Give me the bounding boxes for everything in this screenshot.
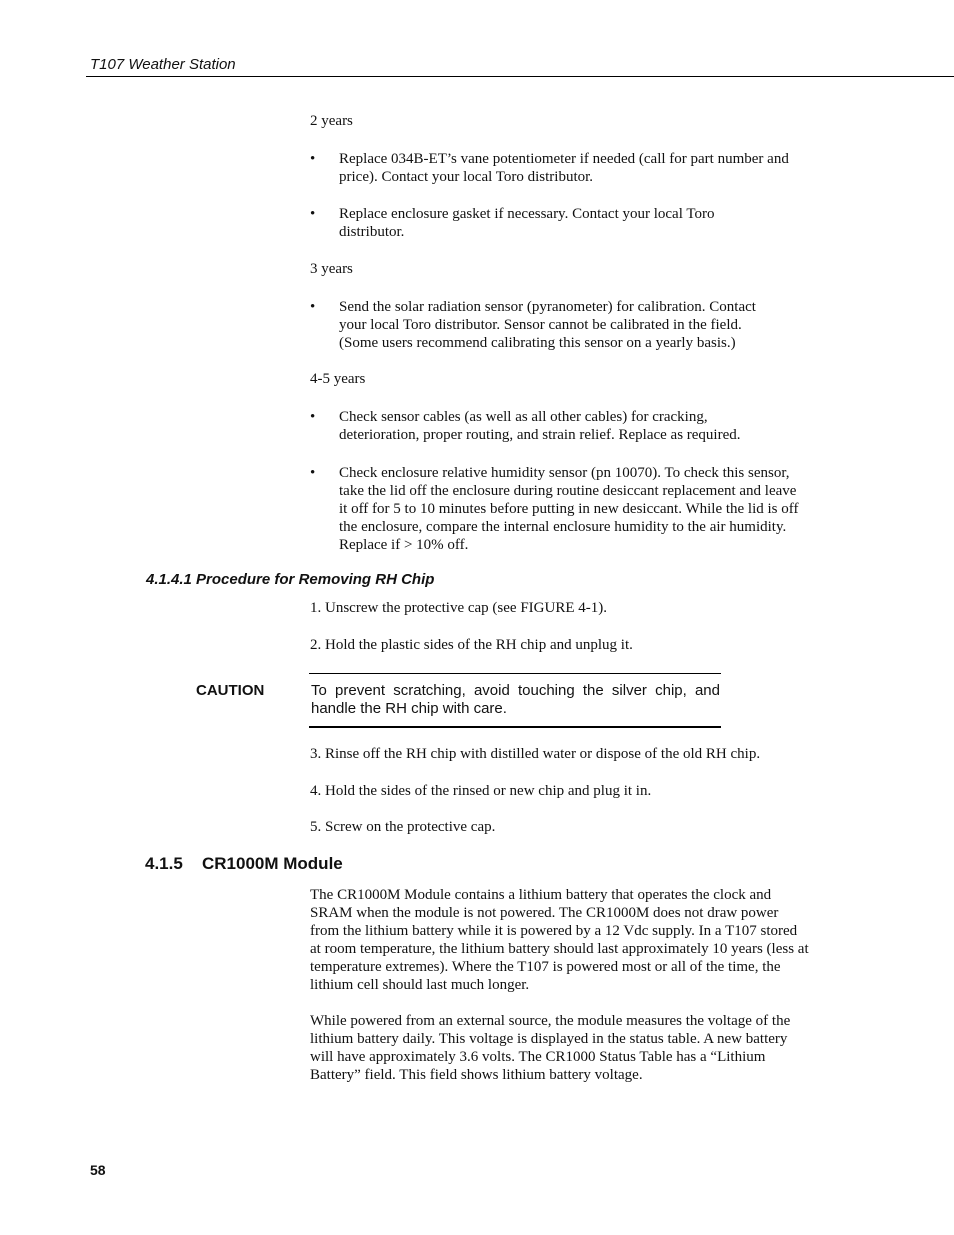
- section-title: CR1000M Module: [202, 854, 343, 873]
- bullet-icon: •: [310, 409, 316, 425]
- list-item: [310, 464, 810, 554]
- header-rule: [86, 76, 954, 77]
- list-item-text: Replace 034B-ET’s vane potentiometer if needed (call for part number and price). Contact your local Toro distributor.: [339, 151, 789, 185]
- interval-label-4-5-years: 4-5 years: [310, 371, 366, 387]
- procedure-step: 5. Screw on the protective cap.: [310, 819, 496, 835]
- bullet-icon: •: [310, 465, 316, 481]
- list-item: [310, 298, 810, 352]
- caution-label: CAUTION: [196, 682, 265, 699]
- bullet-icon: •: [310, 151, 316, 167]
- bullet-icon: •: [310, 206, 316, 222]
- list-item: [310, 205, 810, 241]
- procedure-step: 3. Rinse off the RH chip with distilled water or dispose of the old RH chip.: [310, 746, 761, 762]
- list-item-text: Replace enclosure gasket if necessary. Contact your local Toro distributor.: [339, 206, 715, 240]
- body-paragraph: The CR1000M Module contains a lithium battery that operates the clock and SRAM when the module is not powered. The CR1000M does not draw power from the lithium battery while it is powered by a 12 Vdc supply. In a T107 stored at room temperature, the lithium battery should last approximately 10 years (less at temperature extremes). Where the T107 is powered most or all of the time, the lithium cell should last much longer.: [310, 887, 809, 993]
- list-item-text: Check enclosure relative humidity sensor (pn 10070). To check this sensor, take the lid off the enclosure during routine desiccant replacement and leave it off for 5 to 10 minutes before putting in new desiccant. While the lid is off the enclosure, compare the internal enclosure humidity to the air humidity. Replace if > 10% off.: [339, 465, 799, 553]
- bullet-icon: •: [310, 299, 316, 315]
- list-item-text: Send the solar radiation sensor (pyranometer) for calibration. Contact your local Toro distributor. Sensor cannot be calibrated in the field. (Some users recommend calibrating this sensor on a yearly basis.): [339, 299, 756, 351]
- procedure-step: 4. Hold the sides of the rinsed or new chip and plug it in.: [310, 783, 652, 799]
- section-number: 4.1.5: [145, 854, 183, 873]
- list-item-text: Check sensor cables (as well as all other cables) for cracking, deterioration, proper routing, and strain relief. Replace as required.: [339, 409, 741, 443]
- interval-label-2-years: 2 years: [310, 113, 353, 129]
- list-item: [310, 150, 810, 186]
- running-header: T107 Weather Station: [90, 56, 236, 73]
- section-heading: [145, 855, 343, 873]
- body-paragraph: While powered from an external source, the module measures the voltage of the lithium battery daily. This voltage is displayed in the status table. A new battery will have approximately 3.6 volts. The CR1000 Status Table has a “Lithium Battery” field. This field shows lithium battery voltage.: [310, 1013, 791, 1083]
- caution-text: To prevent scratching, avoid touching the silver chip, and handle the RH chip with care.: [311, 682, 720, 717]
- subsection-heading: 4.1.4.1 Procedure for Removing RH Chip: [146, 571, 435, 588]
- interval-label-3-years: 3 years: [310, 261, 353, 277]
- procedure-step: 2. Hold the plastic sides of the RH chip and unplug it.: [310, 637, 633, 653]
- page-number: 58: [90, 1162, 106, 1178]
- procedure-step: 1. Unscrew the protective cap (see FIGURE 4-1).: [310, 600, 607, 616]
- list-item: [310, 408, 810, 444]
